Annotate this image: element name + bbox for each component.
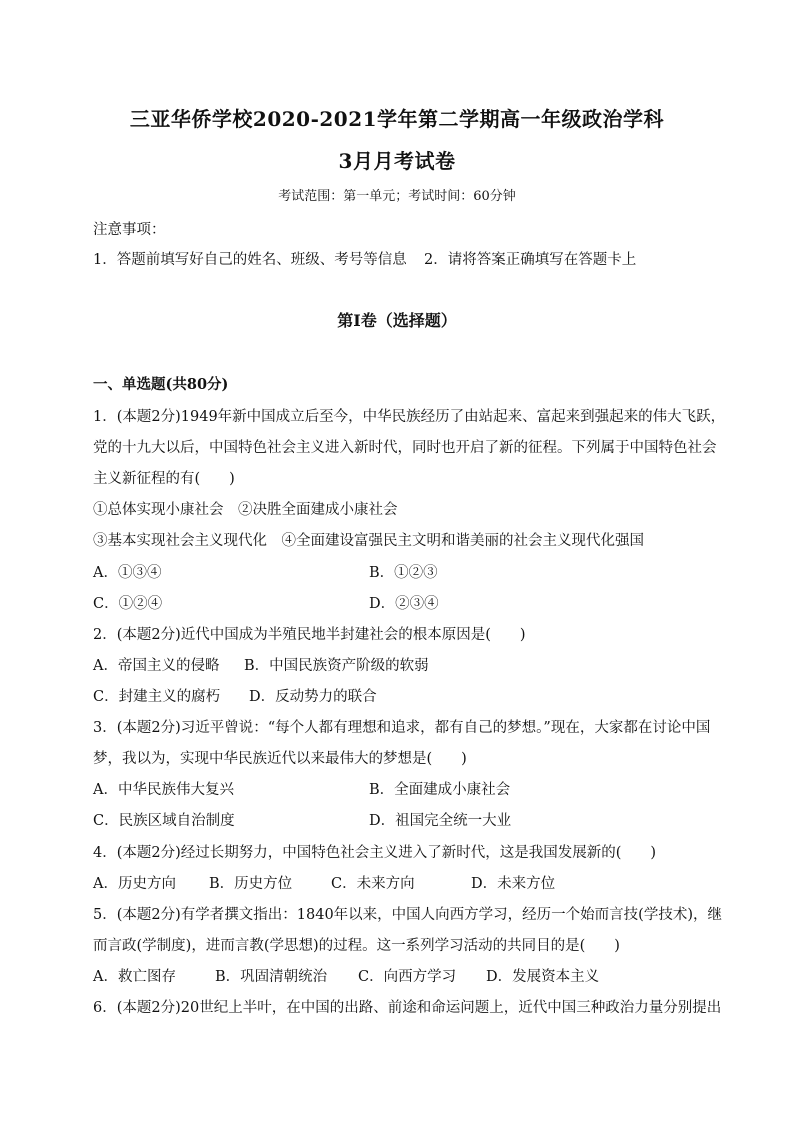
question-5-line-1: 5．(本题2分)有学者撰文指出：1840年以来，中国人向西方学习，经历一个始而言技(学技术)，继 — [93, 907, 722, 923]
question-1-statement-1: ①总体实现小康社会 ②决胜全面建成小康社会 — [93, 502, 398, 518]
question-6-line-1: 6．(本题2分)20世纪上半叶，在中国的出路、前途和命运问题上，近代中国三种政治力量分别提出 — [93, 1000, 722, 1016]
question-4-option-d: D．未来方位 — [471, 876, 556, 892]
notes-label: 注意事项： — [93, 222, 166, 238]
exam-title-line1: 三亚华侨学校2020-2021学年第二学期高一年级政治学科 — [129, 107, 665, 131]
question-1-line-2: 党的十九大以后，中国特色社会主义进入新时代，同时也开启了新的征程。下列属于中国特色社会 — [93, 440, 717, 456]
question-1-option-c: C．①②④ — [93, 596, 163, 612]
note-item-2: 2．请将答案正确填写在答题卡上 — [424, 252, 637, 268]
question-2-option-a: A．帝国主义的侵略 — [93, 658, 220, 674]
question-5-line-2: 而言政(学制度)，进而言教(学思想)的过程。这一系列学习活动的共同目的是( ) — [93, 938, 620, 954]
question-2-option-b: B．中国民族资产阶级的软弱 — [244, 658, 429, 674]
question-1-statement-2: ③基本实现社会主义现代化 ④全面建设富强民主文明和谐美丽的社会主义现代化强国 — [93, 533, 644, 549]
question-2-option-c: C．封建主义的腐朽 — [93, 689, 221, 705]
section-title: 第I卷（选择题） — [337, 311, 457, 330]
note-item-1: 1．答题前填写好自己的姓名、班级、考号等信息 — [93, 252, 407, 268]
question-5-option-c: C．向西方学习 — [358, 969, 457, 985]
exam-title-line2: 3月月考试卷 — [338, 149, 456, 173]
question-2-option-d: D．反动势力的联合 — [249, 689, 377, 705]
question-1-option-a: A．①③④ — [93, 565, 162, 581]
question-3-option-b: B．全面建成小康社会 — [369, 782, 511, 798]
question-5-option-d: D．发展资本主义 — [486, 969, 600, 985]
question-3-line-1: 3．(本题2分)习近平曾说：“每个人都有理想和追求，都有自己的梦想。”现在，大家都在讨论中国 — [93, 720, 711, 736]
question-4-option-c: C．未来方向 — [331, 876, 415, 892]
question-4-option-a: A．历史方向 — [93, 876, 176, 892]
question-3-option-a: A．中华民族伟大复兴 — [93, 782, 234, 798]
question-5-option-b: B．巩固清朝统治 — [215, 969, 328, 985]
question-1-option-b: B．①②③ — [369, 565, 438, 581]
question-5-option-a: A．救亡图存 — [93, 969, 176, 985]
question-4-option-b: B．历史方位 — [209, 876, 293, 892]
question-4-line-1: 4．(本题2分)经过长期努力，中国特色社会主义进入了新时代，这是我国发展新的( ) — [93, 845, 657, 861]
question-1-line-3: 主义新征程的有( ) — [93, 471, 235, 487]
question-3-option-d: D．祖国完全统一大业 — [369, 813, 512, 829]
question-2-line-1: 2．(本题2分)近代中国成为半殖民地半封建社会的根本原因是( ) — [93, 627, 526, 643]
part-title: 一、单选题(共80分) — [93, 376, 229, 393]
question-3-line-2: 梦，我以为，实现中华民族近代以来最伟大的梦想是( ) — [93, 751, 467, 767]
exam-info: 考试范围：第一单元；考试时间：60分钟 — [278, 189, 516, 204]
question-1-option-d: D．②③④ — [369, 596, 439, 612]
question-3-option-c: C．民族区域自治制度 — [93, 813, 235, 829]
question-1-line-1: 1．(本题2分)1949年新中国成立后至今，中华民族经历了由站起来、富起来到强起来的伟大飞跃， — [93, 409, 726, 425]
